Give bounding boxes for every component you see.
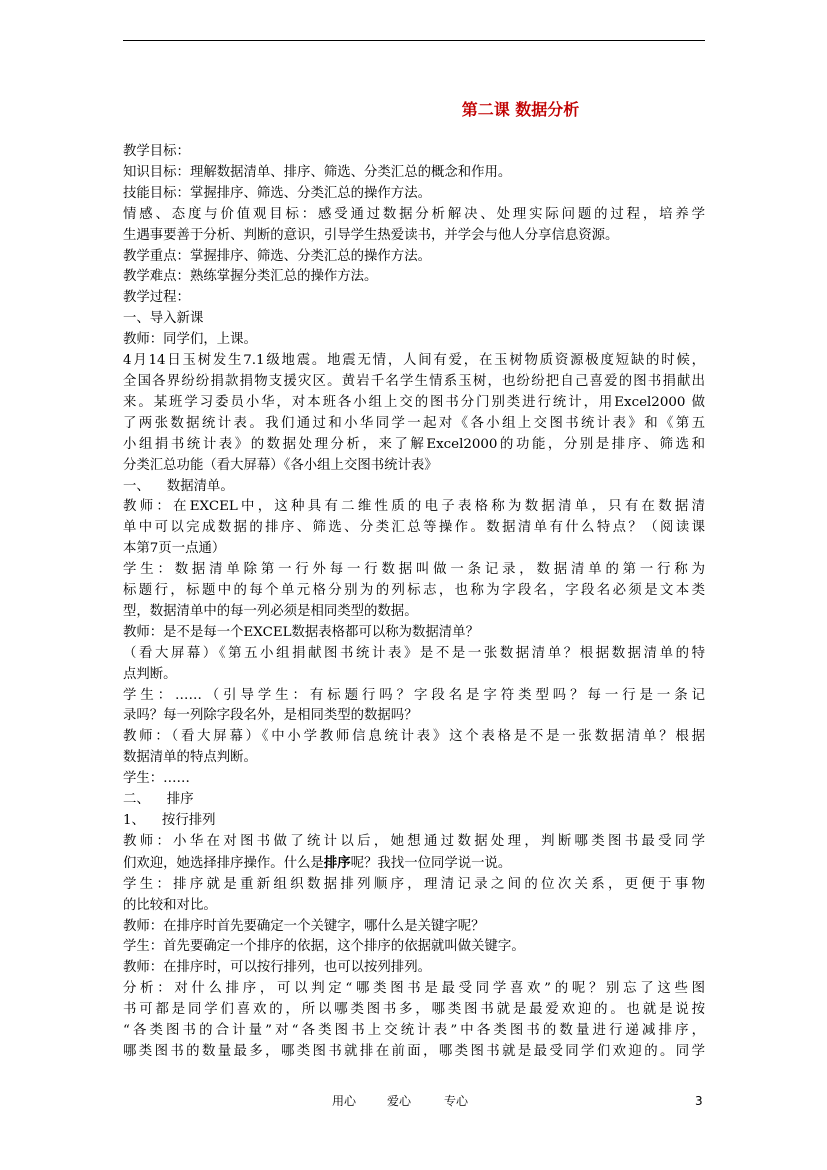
text-line: 单中可以完成数据的排序、筛选、分类汇总等操作。数据清单有什么特点？（阅读课 — [123, 520, 705, 536]
text-line: 教学难点：熟练掌握分类汇总的操作方法。 — [123, 269, 378, 285]
document-body — [123, 142, 705, 1063]
text-line: 4月14日玉树发生7.1级地震。地震无情，人间有爱，在玉树物质资源极度短缺的时候， — [123, 353, 705, 369]
footer-motto: 用心 — [332, 1094, 357, 1108]
section-heading: 一、 数据清单。 — [123, 478, 234, 494]
text-line: 一、导入新课 — [123, 311, 204, 327]
text-line: 教师：在排序时首先要确定一个关键字，哪什么是关键字呢？ — [123, 918, 485, 934]
text-line: 标题行，标题中的每个单元格分别为的列标志，也称为字段名，字段名必须是文本类 — [123, 583, 705, 599]
text-line: 分析：对什么排序，可以判定“哪类图书是最受同学喜欢”的呢？别忘了这些图 — [123, 981, 705, 997]
text-line: 教师：是不是每一个EXCEL数据表格都可以称为数据清单？ — [123, 624, 479, 640]
text-line: 学生：数据清单除第一行外每一行数据叫做一条记录，数据清单的第一行称为 — [123, 562, 705, 578]
text-line: 哪类图书的数量最多，哪类图书就排在前面，哪类图书就是最受同学们欢迎的。同学 — [123, 1043, 705, 1059]
text-line: 来。某班学习委员小华，对本班各小组上交的图书分门别类进行统计，用Excel2000 做 — [123, 394, 705, 410]
text-line: 全国各界纷纷捐款捐物支援灾区。黄岩千名学生情系玉树，也纷纷把自己喜爱的图书捐献出 — [123, 373, 705, 389]
text-line: 学生：排序就是重新组织数据排列顺序，理清记录之间的位次关系，更便于事物 — [123, 876, 705, 892]
text-span: 呢？我找一位同学说一说。 — [350, 855, 512, 871]
text-line: 型，数据清单中的每一列必须是相同类型的数据。 — [123, 603, 418, 619]
page-number: 3 — [695, 1094, 703, 1108]
text-line: 教师：在排序时，可以按行排列，也可以按列排列。 — [123, 960, 431, 976]
text-line: 本第7页一点通） — [123, 541, 226, 557]
subsection-heading: 1、 按行排列 — [123, 813, 216, 828]
text-line: 了两张数据统计表。我们通过和小华同学一起对《各小组上交图书统计表》和《第五 — [123, 415, 705, 431]
text-line: 点判断。 — [123, 666, 177, 682]
text-line: 教师：在EXCEL中，这种具有二维性质的电子表格称为数据清单，只有在数据清 — [123, 499, 705, 515]
text-line: 学生：…… — [123, 771, 190, 787]
bold-term: 排序 — [323, 854, 351, 871]
text-line: 录吗？每一列除字段名外，是相同类型的数据吗？ — [123, 708, 418, 724]
text-line: 情感、态度与价值观目标：感受通过数据分析解决、处理实际问题的过程，培养学 — [123, 206, 705, 222]
text-line: 分类汇总功能（看大屏幕）《各小组上交图书统计表》 — [123, 457, 438, 473]
text-line: 技能目标：掌握排序、筛选、分类汇总的操作方法。 — [123, 185, 431, 201]
text-line: “各类图书的合计量”对“各类图书上交统计表”中各类图书的数量进行递减排序， — [123, 1023, 705, 1039]
text-line: 小组捐书统计表》的数据处理分析，来了解Excel2000的功能，分别是排序、筛选和 — [123, 436, 705, 452]
text-line: 学生：首先要确定一个排序的依据，这个排序的依据就叫做关键字。 — [123, 939, 525, 955]
text-line: 教师：小华在对图书做了统计以后，她想通过数据处理，判断哪类图书最受同学 — [123, 833, 705, 849]
text-line: 教师：同学们，上课。 — [123, 332, 257, 348]
text-line: 生遇事要善于分析、判断的意识，引导学生热爱读书，并学会与他人分享信息资源。 — [123, 227, 619, 243]
section-heading: 二、 排序 — [123, 792, 194, 808]
text-line: 教学重点：掌握排序、筛选、分类汇总的操作方法。 — [123, 248, 431, 264]
text-line: 教学过程： — [123, 290, 190, 306]
text-line: 教师：（看大屏幕）《中小学教师信息统计表》这个表格是不是一张数据清单？根据 — [123, 729, 705, 745]
text-line: （看大屏幕）《第五小组捐献图书统计表》是不是一张数据清单？根据数据清单的特 — [123, 645, 705, 661]
text-span: 们欢迎，她选择排序操作。什么是 — [123, 855, 324, 871]
text-line: 学生：……（引导学生：有标题行吗？字段名是字符类型吗？每一行是一条记 — [123, 687, 705, 703]
page-title: 第二课 数据分析 — [461, 100, 580, 119]
text-line: 的比较和对比。 — [123, 897, 217, 913]
footer-motto: 专心 — [444, 1094, 469, 1108]
text-line: 知识目标：理解数据清单、排序、筛选、分类汇总的概念和作用。 — [123, 164, 512, 180]
text-line: 数据清单的特点判断。 — [123, 750, 257, 766]
text-line: 书可都是同学们喜欢的，所以哪类图书多，哪类图书就是最爱欢迎的。也就是说按 — [123, 1002, 705, 1018]
footer-motto: 爱心 — [387, 1094, 412, 1108]
header-rule — [123, 40, 705, 41]
text-line: 教学目标： — [123, 144, 190, 159]
text-line — [123, 853, 705, 875]
